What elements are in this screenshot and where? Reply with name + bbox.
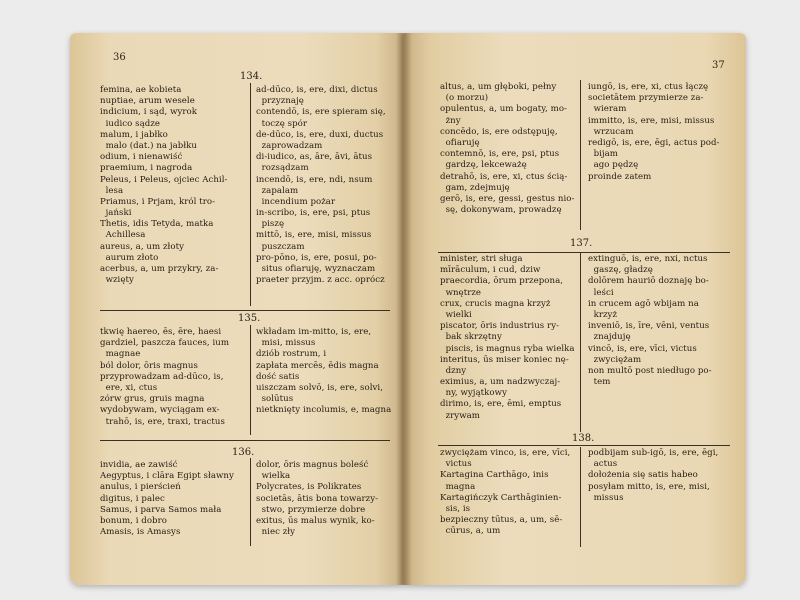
vocab-line: malum, i jabłko: [100, 129, 168, 140]
vocab-line: zwyciężam vinco, is, ere, vīci,: [440, 448, 571, 458]
vocab-line: bijam: [588, 149, 619, 160]
vocab-line: krzyż: [588, 309, 618, 320]
vocab-line: wielka: [256, 471, 291, 482]
vocab-line: detrahō, is, ere, xi, ctus ścią-: [440, 171, 568, 182]
column-divider: [580, 80, 581, 230]
vocab-line: gardzę, lekceważę: [440, 160, 527, 171]
vocab-line: gardziel, paszcza fauces, ium: [100, 338, 230, 349]
vocab-line: wkładam im-mitto, is, ere,: [256, 327, 372, 337]
vocab-column-135-right: [256, 327, 391, 417]
vocab-line: (o morzu): [440, 93, 489, 104]
vocab-line: niec zły: [256, 527, 296, 538]
vocab-line: in crucem agō wbijam na: [588, 298, 699, 309]
column-divider: [250, 83, 251, 306]
vocab-column-136-left: [100, 460, 234, 538]
vocab-line: stwo, przymierze dobre: [256, 504, 366, 515]
vocab-line: non multō post niedługo po-: [588, 365, 712, 376]
vocab-line: mittō, is, ere, misi, missus: [256, 230, 372, 241]
vocab-line: ad-dūco, is, ere, dixi, dictus: [256, 85, 378, 95]
column-divider: [250, 458, 251, 546]
vocab-line: posyłam mitto, is, ere, misi,: [588, 481, 710, 492]
vocab-column-top-left: [440, 82, 574, 216]
vocab-line: in-scribo, is, ere, psi, ptus: [256, 208, 371, 219]
vocab-line: pro-pōno, is, ere, posui, po-: [256, 252, 377, 263]
vocab-line: zwyciężam: [588, 354, 642, 365]
vocab-line: wydobywam, wyciągam ex-: [100, 405, 220, 416]
column-divider: [580, 252, 581, 432]
vocab-line: solūtus: [256, 394, 294, 405]
vocab-column-134-left: [100, 85, 227, 286]
vocab-line: piscator, ōris industrius ry-: [440, 321, 560, 332]
vocab-line: societās, ātis bona towarzy-: [256, 493, 379, 504]
vocab-line: Peleus, i Peleus, ojciec Achil-: [100, 174, 228, 185]
vocab-line: piszę: [256, 219, 285, 230]
vocab-line: extinguō, is, ere, nxi, nctus: [588, 254, 708, 264]
book-gutter: [396, 33, 412, 585]
vocab-line: altus, a, um głęboki, pełny: [440, 82, 557, 92]
vocab-line: ago pędzę: [588, 160, 639, 171]
vocab-line: contemnō, is, ere, psi, ptus: [440, 149, 560, 160]
vocab-line: interitus, ūs miser koniec nę-: [440, 354, 569, 365]
vocab-line: dirimo, is, ere, ēmi, emptus: [440, 399, 562, 410]
vocab-line: digitus, i palec: [100, 493, 165, 504]
vocab-line: cūrus, a, um: [440, 526, 501, 537]
vocab-line: magna: [440, 481, 476, 492]
section-rule: [100, 440, 390, 441]
vocab-line: iungō, is, ere, xi, ctus łączę: [588, 82, 709, 92]
vocab-line: dziób rostrum, i: [256, 349, 327, 360]
vocab-line: wzięty: [100, 275, 134, 286]
vocab-line: tem: [588, 377, 611, 388]
vocab-line: de-dūco, is, ere, duxi, ductus: [256, 129, 384, 140]
vocab-line: znajduję: [588, 332, 631, 343]
vocab-line: indicium, i sąd, wyrok: [100, 107, 198, 118]
column-divider: [250, 325, 251, 435]
vocab-line: misi, missus: [256, 338, 316, 349]
vocab-line: Polycrates, is Polikrates: [256, 482, 362, 493]
section-number-138: 138.: [572, 433, 595, 444]
vocab-line: dolōrem hauriō doznaję bo-: [588, 276, 709, 287]
vocab-line: bezpieczny tūtus, a, um, sē-: [440, 515, 563, 526]
vocab-column-135-left: [100, 327, 229, 428]
vocab-line: żny: [440, 115, 461, 126]
vocab-line: anulus, i pierścień: [100, 482, 181, 493]
vocab-line: incendium pożar: [256, 196, 336, 207]
vocab-line: nietknięty incolumis, e, magna: [256, 405, 392, 416]
vocab-line: puszczam: [256, 241, 305, 252]
vocab-line: lesa: [100, 185, 124, 196]
vocab-line: aureus, a, um złoty: [100, 241, 185, 252]
vocab-line: leści: [588, 287, 614, 298]
vocab-line: magnae: [100, 349, 141, 360]
vocab-line: gerō, is, ere, gessi, gestus nio-: [440, 193, 575, 204]
vocab-column-138-right: [588, 448, 718, 504]
vocab-line: societātem przymierze za-: [588, 93, 704, 104]
column-divider: [580, 447, 581, 547]
section-number-137: 137.: [570, 238, 593, 249]
section-number-135: 135.: [238, 313, 261, 324]
vocab-line: uiszczam solvō, is, ere, solvi,: [256, 382, 383, 393]
vocab-line: ny, wyjątkowy: [440, 388, 507, 399]
vocab-line: ofiaruję: [440, 137, 480, 148]
vocab-line: zaprowadzam: [256, 140, 323, 151]
vocab-line: Aegyptus, i clāra Egipt sławny: [100, 471, 234, 482]
vocab-column-137-right: [588, 254, 712, 388]
vocab-line: Achillesa: [100, 230, 146, 241]
vocab-line: gaszę, gładzę: [588, 265, 653, 276]
vocab-line: proinde zatem: [588, 171, 652, 182]
vocab-line: minister, stri sługa: [440, 254, 523, 264]
vocab-line: rozsądzam: [256, 163, 309, 174]
section-number-136: 136.: [232, 447, 255, 458]
vocab-line: situs ofiaruję, wyznaczam: [256, 264, 376, 274]
vocab-line: toczę spór: [256, 118, 308, 129]
vocab-line: nuptiae, arum wesele: [100, 96, 195, 107]
vocab-line: crux, crucis magna krzyż: [440, 298, 551, 309]
vocab-line: vincō, is, ere, vīci, victus: [588, 343, 697, 354]
page-number-left: 36: [113, 52, 126, 63]
vocab-line: di-iudico, as, āre, āvi, ātus: [256, 152, 373, 163]
vocab-line: dzny: [440, 365, 467, 376]
vocab-line: zórw grus, gruis magna: [100, 394, 205, 405]
vocab-line: aurum złoto: [100, 252, 159, 263]
vocab-line: exitus, ūs malus wynik, ko-: [256, 515, 375, 526]
vocab-line: wielki: [440, 309, 472, 320]
vocab-line: wnętrze: [440, 287, 482, 298]
vocab-line: mīrāculum, i cud, dziw: [440, 265, 541, 276]
section-number-134: 134.: [240, 71, 263, 82]
vocab-line: odium, i nienawiść: [100, 152, 183, 163]
vocab-line: immitto, is, ere, misi, missus: [588, 115, 715, 126]
vocab-line: zapalam: [256, 185, 299, 196]
vocab-line: opulentus, a, um bogaty, mo-: [440, 104, 567, 115]
vocab-line: podbijam sub-igō, is, ere, ēgi,: [588, 448, 719, 458]
vocab-line: jański: [100, 208, 132, 219]
vocab-line: malo (dat.) na jabłku: [100, 140, 197, 151]
vocab-line: Kartagińczyk Carthāginien-: [440, 492, 562, 503]
vocab-line: concēdo, is, ere odstępuję,: [440, 126, 558, 137]
vocab-line: wrzucam: [588, 126, 634, 137]
vocab-line: tkwię haereo, ēs, ēre, haesi: [100, 327, 222, 337]
vocab-line: trahō, is, ere, traxi, tractus: [100, 416, 225, 427]
vocab-line: ere, xi, ctus: [100, 382, 158, 393]
vocab-line: inveniō, is, īre, vēni, ventus: [588, 321, 710, 332]
vocab-line: bonum, i dobro: [100, 515, 167, 526]
section-rule: [100, 310, 390, 311]
vocab-line: femina, ae kobieta: [100, 85, 182, 95]
vocab-line: zapłata mercēs, ēdis magna: [256, 360, 379, 371]
vocab-line: praecordia, ōrum przepona,: [440, 276, 564, 287]
vocab-line: Amasis, is Amasys: [100, 527, 181, 538]
vocab-line: Samus, i parva Samos mała: [100, 504, 222, 515]
vocab-line: dość satis: [256, 371, 300, 382]
vocab-line: przyprowadzam ad-dūco, is,: [100, 371, 224, 382]
vocab-line: sis, is: [440, 503, 471, 514]
vocab-line: sę, dokonywam, prowadzę: [440, 205, 562, 216]
vocab-line: redigō, is, ere, ēgi, actus pod-: [588, 137, 720, 148]
vocab-line: contendō, is, ere spieram się,: [256, 107, 386, 118]
vocab-line: Priamus, i Prjam, król tro-: [100, 196, 216, 207]
vocab-line: Thetis, idis Tetyda, matka: [100, 219, 214, 230]
vocab-line: bak skrzętny: [440, 332, 502, 343]
vocab-line: incendō, is, ere, ndi, nsum: [256, 174, 373, 185]
vocab-column-136-right: [256, 460, 378, 538]
section-rule: [438, 445, 730, 446]
vocab-column-top-right: [588, 82, 720, 183]
vocab-column-138-left: [440, 448, 570, 538]
section-rule: [438, 252, 730, 253]
vocab-line: piscis, is magnus ryba wielka: [440, 343, 575, 354]
vocab-column-134-right: [256, 85, 386, 286]
vocab-line: dolor, ōris magnus boleść: [256, 460, 369, 470]
vocab-line: victus: [440, 459, 472, 470]
vocab-column-137-left: [440, 254, 575, 422]
vocab-line: iudico sądze: [100, 118, 161, 129]
vocab-line: missus: [588, 492, 624, 503]
vocab-line: praeter przyjm. z acc. oprócz: [256, 275, 385, 286]
vocab-line: ból dolor, ōris magnus: [100, 360, 198, 371]
vocab-line: dołożenia się satis habeo: [588, 470, 698, 481]
vocab-line: zrywam: [440, 410, 480, 421]
vocab-line: eximius, a, um nadzwyczaj-: [440, 377, 561, 388]
vocab-line: gam, zdejmuję: [440, 182, 510, 193]
vocab-line: acerbus, a, um przykry, za-: [100, 264, 219, 274]
page-number-right: 37: [712, 60, 725, 71]
vocab-line: Kartagina Carthāgo, inis: [440, 470, 549, 481]
vocab-line: invidia, ae zawiść: [100, 460, 178, 470]
vocab-line: praemium, i nagroda: [100, 163, 193, 174]
vocab-line: actus: [588, 459, 618, 470]
vocab-line: przyznaję: [256, 96, 304, 107]
vocab-line: wieram: [588, 104, 627, 115]
